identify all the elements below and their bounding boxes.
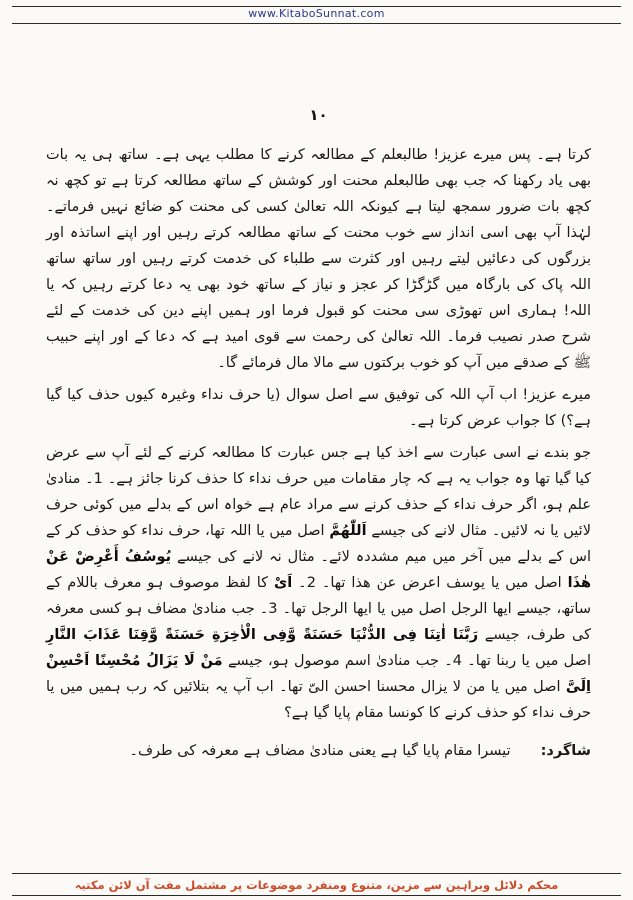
quranic-quote: اَللّٰهُمَّ bbox=[329, 523, 367, 539]
student-answer-line bbox=[46, 738, 591, 764]
vocative-particle: اَیْ bbox=[274, 575, 293, 591]
site-url: www.KitaboSunnat.com bbox=[248, 7, 385, 20]
student-answer-text: تیسرا مقام پایا گیا ہے یعنی منادیٰ مضاف ہے معرفہ کی طرف۔ bbox=[129, 743, 511, 759]
arabic-example: مَنْ لَا یَزَالُ مُحْسِنًا اَحْسِنْ اِلَیَّ bbox=[46, 653, 591, 695]
quranic-quote: رَبَّنَا اٰتِنَا فِی الدُّنْیَا حَسَنَةً وَّفِی الْاٰخِرَةِ حَسَنَةً وَّقِنَا عَذَابَ النَّارِ bbox=[46, 627, 479, 643]
paragraph-1: کرتا ہے۔ پس میرے عزیز! طالبعلم کے مطالعہ کرنے کا مطلب یہی ہے۔ ساتھ ہی یہ بات بھی یاد رکھنا کہ جب بھی طالبعلم محنت اور کوشش کے ساتھ مطالعہ کرتا ہے تو کچھ نہ کچھ بات ضرور سمجھ لیتا ہے کیونکہ اللہ تعالیٰ کسی کی محنت کو ضائع نہیں فرماتے۔ لہٰذا آپ بھی اسی انداز سے خوب محنت کے ساتھ مطالعہ کرتے رہیں اور اپنے اساتذہ اور بزرگوں کی دعائیں لیتے رہیں اور کثرت سے طلباء کی خدمت کرتے رہیں اور ساتھ ساتھ اللہ پاک کی بارگاہ میں گڑگڑا کر عجز و نیاز کے ساتھ خود بھی یہ دعا کرتے رہیں کہ یا اللہ! ہماری اس تھوڑی سی محنت کو قبول فرما اور ہمیں اپنے دین کی خدمت کے لئے شرح صدر نصیب فرما۔ اللہ تعالیٰ کی رحمت سے قوی امید ہے کہ دعا کے اور اپنے حبیب ﷺ کے صدقے میں آپ کو خوب برکتوں سے مالا مال فرمائے گا۔ bbox=[46, 147, 591, 371]
top-rule-lower bbox=[12, 23, 621, 24]
page-number: ۱۰ bbox=[309, 106, 328, 124]
paragraph-3-text: اصل میں یا اللہ تھا، حرف نداء کو حذف کر کے اس کے بدلے میں آخر میں میم مشددہ لائے۔ مثال نہ لانے کی جیسے bbox=[46, 523, 591, 565]
paragraph-2: میرے عزیز! اب آپ اللہ کی توفیق سے اصل سوال (یا حرف نداء وغیرہ کیوں حذف کیا گیا ہے؟) کا جواب عرض کرتا ہے۔ bbox=[46, 387, 591, 429]
paragraph-3-text: جو بندے نے اسی عبارت سے اخذ کیا ہے جس عبارت کا مطالعہ کرنے کے لئے آپ سے عرض کیا گیا تھا وہ جواب یہ ہے کہ چار مقامات میں حرف نداء کا حذف کرنا جائز ہے۔ 1۔ منادیٰ علم ہو، اگر حرف نداء کے حذف کرنے سے مراد عام ہے خواہ اس کے بدلے میں کوئی حرف لائیں یا نہ لائیں۔ مثال لانے کی جیسے bbox=[46, 445, 591, 539]
student-label: شاگرد: bbox=[540, 743, 591, 759]
page-body bbox=[46, 106, 591, 770]
footer-rule-lower bbox=[12, 895, 621, 896]
paragraph-3-text: اصل میں یا من لا یزال محسنا احسن الیّ تھا۔ اب آپ یہ بتلائیں کہ رب ہمیں میں یا حرف نداء کو حذف کرنے کا کونسا مقام پایا گیا ہے؟ bbox=[46, 679, 591, 721]
quranic-quote: يُوسُفُ أَعْرِضْ عَنْ هٰذَا bbox=[46, 549, 592, 591]
footer-slogan: محکم دلائل وبراہین سے مزین، متنوع ومنفرد موضوعات پر مشتمل مفت آن لائن مکتبہ bbox=[74, 878, 559, 892]
paragraph-3-text: اصل میں یا یوسف اعرض عن ھذا تھا۔ 2۔ bbox=[292, 575, 568, 591]
footer-rule-upper bbox=[12, 873, 621, 874]
paragraph-3-text: اصل میں یا ربنا تھا۔ 4۔ جب منادیٰ اسم موصول ہو، جیسے bbox=[222, 653, 591, 669]
paragraph-3 bbox=[46, 440, 591, 726]
paragraph-3-text: کا لفظ موصوف ہو معرف باللام کے ساتھ، جیسے ایھا الرجل اصل میں یا ایھا الرجل تھا۔ 3۔ جب منادیٰ مضاف ہو کسی معرفہ کی طرف، جیسے bbox=[46, 575, 591, 643]
